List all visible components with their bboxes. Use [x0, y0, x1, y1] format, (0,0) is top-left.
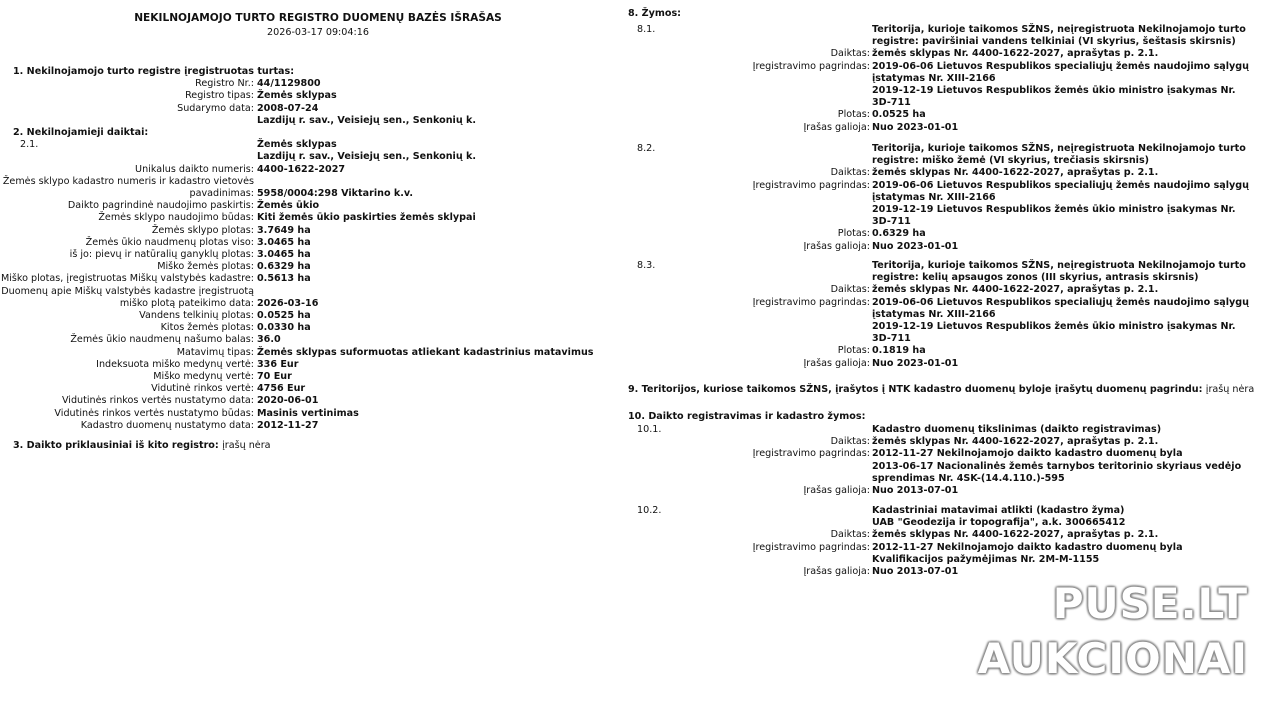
section-3-heading: [13, 440, 271, 452]
field-label: iš jo: pievų ir natūralių ganyklų plotas:: [69, 249, 254, 260]
field-value: 2019-06-06 Lietuvos Respublikos specialiųjų žemės naudojimo sąlygų: [872, 179, 1249, 191]
field-value: 70 Eur: [257, 371, 292, 382]
field-label: Miško žemės plotas:: [157, 261, 254, 273]
field-label: Sudarymo data:: [177, 102, 254, 114]
registration-number: 10.1.: [637, 424, 662, 435]
section-9-heading-text: 9. Teritorijos, kuriose taikomos SŽNS, įrašytos į NTK kadastro duomenų byloje įrašytų duomenų pagrindu:: [628, 384, 1203, 395]
field-label: Daiktas:: [830, 436, 870, 448]
field-label: Žemės ūkio naudmenų našumo balas:: [70, 334, 254, 346]
field-value: 44/1129800: [257, 78, 321, 90]
mark-number: 8.2.: [637, 143, 656, 154]
field-label: Daikto pagrindinė naudojimo paskirtis:: [67, 200, 254, 212]
watermark-line-2: AUKCIONAI: [977, 634, 1248, 683]
field-value: įstatymas Nr. XIII-2166: [872, 191, 996, 203]
field-value: Nuo 2023-01-01: [872, 121, 959, 133]
field-value: 0.0525 ha: [257, 310, 311, 321]
field-label: Kadastro duomenų nustatymo data:: [80, 419, 254, 431]
field-value: žemės sklypas Nr. 4400-1622-2027, aprašytas p. 2.1.: [872, 167, 1159, 179]
field-label: Registro tipas:: [185, 90, 254, 102]
field-value: įstatymas Nr. XIII-2166: [872, 308, 996, 320]
field-value: Nuo 2013-07-01: [872, 566, 959, 577]
field-label: Kitos žemės plotas:: [160, 322, 254, 334]
field-value: 2012-11-27 Nekilnojamojo daikto kadastro duomenų byla: [872, 448, 1183, 460]
field-label: Plotas:: [837, 109, 870, 121]
field-value: 2008-07-24: [257, 102, 319, 114]
field-value: 2019-06-06 Lietuvos Respublikos specialiųjų žemės naudojimo sąlygų: [872, 296, 1249, 308]
field-value: Žemės sklypas: [257, 90, 337, 102]
field-label: Plotas:: [837, 228, 870, 240]
section-10-heading: 10. Daikto registravimas ir kadastro žymos:: [628, 411, 866, 422]
field-label: Vidutinė rinkos vertė:: [151, 383, 254, 395]
field-value: 336 Eur: [257, 358, 299, 370]
watermark-line-1: PUSE.LT: [1052, 579, 1248, 628]
field-value: registre: paviršiniai vandens telkiniai (VI skyrius, šeštasis skirsnis): [872, 36, 1236, 48]
section-2-heading: 2. Nekilnojamieji daiktai:: [13, 127, 149, 138]
field-label: Miško plotas, įregistruotas Miškų valstybės kadastre:: [0, 273, 254, 285]
field-value: 3.7649 ha: [257, 224, 311, 236]
field-label: Įregistravimo pagrindas:: [752, 541, 870, 553]
field-label: Įrašas galioja:: [803, 357, 870, 369]
field-value: Kadastriniai matavimai atlikti (kadastro žyma): [872, 505, 1125, 516]
field-label: Įregistravimo pagrindas:: [752, 296, 870, 308]
field-label: Žemės ūkio naudmenų plotas viso:: [85, 236, 254, 248]
field-label: Matavimų tipas:: [176, 346, 254, 358]
field-value: 5958/0004:298 Viktarino k.v.: [257, 188, 414, 199]
section-3-heading-text: 3. Daikto priklausiniai iš kito registro:: [13, 440, 219, 451]
field-value: žemės sklypas Nr. 4400-1622-2027, aprašytas p. 2.1.: [872, 436, 1159, 448]
field-value: Nuo 2023-01-01: [872, 240, 959, 252]
field-label: Įrašas galioja:: [803, 121, 870, 133]
section-9-value: įrašų nėra: [1205, 384, 1255, 395]
field-value: 0.0330 ha: [257, 322, 311, 334]
field-value: 2012-11-27 Nekilnojamojo daikto kadastro duomenų byla: [872, 541, 1183, 553]
field-value: žemės sklypas Nr. 4400-1622-2027, aprašytas p. 2.1.: [872, 529, 1159, 541]
section-9-heading: [628, 384, 1254, 396]
field-label: Įregistravimo pagrindas:: [752, 60, 870, 72]
field-value: UAB "Geodezija ir topografija", a.k. 300665412: [872, 517, 1126, 529]
field-value: 2019-12-19 Lietuvos Respublikos žemės ūkio ministro įsakymas Nr.: [872, 321, 1236, 332]
field-label: Vandens telkinių plotas:: [139, 310, 254, 321]
field-value: 2012-11-27: [257, 419, 319, 431]
field-value: Teritorija, kurioje taikomos SŽNS, neįregistruota Nekilnojamojo turto: [872, 24, 1246, 35]
field-value: Kvalifikacijos pažymėjimas Nr. 2M-M-1155: [872, 553, 1100, 565]
field-value: 2019-12-19 Lietuvos Respublikos žemės ūkio ministro įsakymas Nr.: [872, 204, 1236, 215]
mark-number: 8.3.: [637, 260, 656, 271]
field-label: Registro Nr.:: [195, 78, 254, 90]
field-label: Įregistravimo pagrindas:: [752, 179, 870, 191]
field-label: Vidutinės rinkos vertės nustatymo data:: [61, 395, 254, 407]
field-label: Duomenų apie Miškų valstybės kadastre įregistruotą: [1, 285, 254, 297]
field-label: pavadinimas:: [189, 188, 254, 199]
field-value: 2026-03-16: [257, 297, 319, 309]
field-value: 3D-711: [872, 333, 911, 345]
field-value: Žemės sklypas: [257, 139, 337, 151]
field-value: Lazdijų r. sav., Veisiejų sen., Senkonių k.: [257, 151, 477, 163]
page-title: NEKILNOJAMOJO TURTO REGISTRO DUOMENŲ BAZĖS IŠRAŠAS: [134, 12, 502, 24]
field-value: 2020-06-01: [257, 395, 319, 407]
field-label: Indeksuota miško medynų vertė:: [96, 358, 254, 370]
field-value: Nuo 2013-07-01: [872, 485, 959, 496]
field-value: 2019-06-06 Lietuvos Respublikos specialiųjų žemės naudojimo sąlygų: [872, 60, 1249, 72]
field-value: Teritorija, kurioje taikomos SŽNS, neįregistruota Nekilnojamojo turto: [872, 143, 1246, 154]
field-value: Žemės ūkio: [257, 200, 320, 212]
field-label: Plotas:: [837, 345, 870, 357]
section-8-heading: 8. Žymos:: [628, 8, 682, 19]
field-label: Įregistravimo pagrindas:: [752, 448, 870, 460]
field-label: Vidutinės rinkos vertės nustatymo būdas:: [54, 407, 254, 419]
field-value: 0.6329 ha: [872, 228, 926, 240]
field-label: Žemės sklypo plotas:: [151, 224, 254, 236]
field-value: Kiti žemės ūkio paskirties žemės sklypai: [257, 212, 476, 224]
field-label: miško plotą pateikimo data:: [119, 297, 254, 309]
field-label: Žemės sklypo kadastro numeris ir kadastro vietovės: [2, 175, 254, 187]
field-value: 3D-711: [872, 97, 911, 109]
print-date: 2026-03-17 09:04:16: [267, 27, 369, 38]
field-value: Žemės sklypas suformuotas atliekant kadastrinius matavimus: [257, 346, 594, 358]
field-value: 0.6329 ha: [257, 261, 311, 273]
field-label: Unikalus daikto numeris:: [135, 163, 254, 175]
item-number: 2.1.: [20, 139, 39, 151]
field-label: Įrašas galioja:: [803, 566, 870, 577]
field-label: Įrašas galioja:: [803, 240, 870, 252]
field-label: Daiktas:: [830, 48, 870, 60]
field-value: įstatymas Nr. XIII-2166: [872, 72, 996, 84]
field-value: 2013-06-17 Nacionalinės žemės tarnybos teritorinio skyriaus vedėjo: [872, 460, 1242, 472]
field-value: 3.0465 ha: [257, 249, 311, 260]
field-value: Lazdijų r. sav., Veisiejų sen., Senkonių k.: [257, 114, 477, 126]
field-value: 3D-711: [872, 216, 911, 228]
field-value: žemės sklypas Nr. 4400-1622-2027, aprašytas p. 2.1.: [872, 48, 1159, 60]
field-value: 0.5613 ha: [257, 273, 311, 285]
field-value: sprendimas Nr. 4SK-(14.4.110.)-595: [872, 472, 1065, 484]
field-value: Masinis vertinimas: [257, 407, 359, 419]
field-label: Įrašas galioja:: [803, 485, 870, 496]
field-value: 0.1819 ha: [872, 345, 926, 357]
registration-number: 10.2.: [637, 505, 662, 516]
field-label: Miško medynų vertė:: [153, 371, 254, 382]
section-3-value: įrašų nėra: [222, 440, 271, 451]
field-label: Daiktas:: [830, 284, 870, 296]
field-value: 4400-1622-2027: [257, 163, 346, 175]
field-value: 36.0: [257, 334, 281, 346]
field-label: Daiktas:: [830, 167, 870, 179]
field-value: 3.0465 ha: [257, 236, 311, 248]
field-label: Žemės sklypo naudojimo būdas:: [98, 212, 254, 224]
field-value: 2019-12-19 Lietuvos Respublikos žemės ūkio ministro įsakymas Nr.: [872, 85, 1236, 96]
field-value: Kadastro duomenų tikslinimas (daikto registravimas): [872, 424, 1162, 435]
section-1-heading: 1. Nekilnojamojo turto registre įregistruotas turtas:: [13, 66, 295, 77]
field-value: registre: kelių apsaugos zonos (III skyrius, antrasis skirsnis): [872, 272, 1199, 284]
field-label: Daiktas:: [830, 529, 870, 541]
field-value: Nuo 2023-01-01: [872, 357, 959, 369]
mark-number: 8.1.: [637, 24, 656, 35]
field-value: registre: miško žemė (VI skyrius, trečiasis skirsnis): [872, 155, 1150, 167]
field-value: 4756 Eur: [257, 383, 306, 395]
field-value: Teritorija, kurioje taikomos SŽNS, neįregistruota Nekilnojamojo turto: [872, 260, 1246, 271]
field-value: 0.0525 ha: [872, 109, 926, 121]
field-value: žemės sklypas Nr. 4400-1622-2027, aprašytas p. 2.1.: [872, 284, 1159, 296]
